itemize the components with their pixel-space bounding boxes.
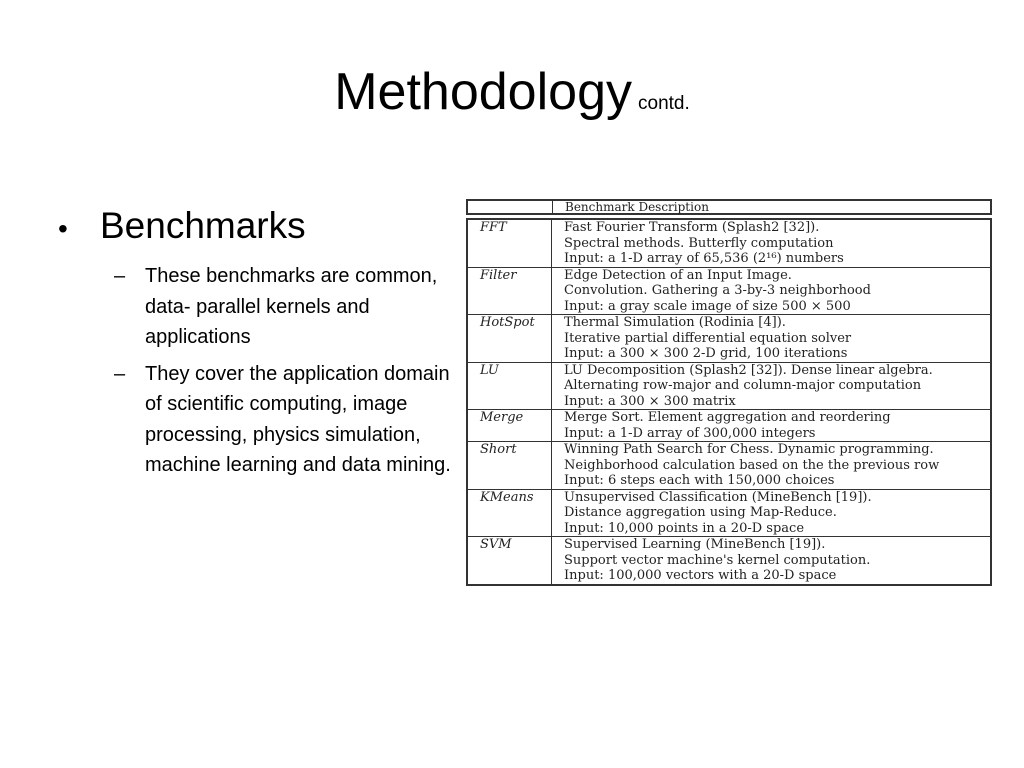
table-body (466, 218, 992, 586)
benchmark-description (552, 537, 870, 584)
bullet-dot-icon: • (58, 213, 68, 244)
description-line: Fast Fourier Transform (Splash2 [32]). (564, 220, 820, 235)
table-row (468, 489, 990, 537)
description-line: Alternating row-major and column-major computation (564, 378, 922, 393)
description-line: LU Decomposition (Splash2 [32]). Dense linear algebra. (564, 362, 933, 378)
table-row (468, 536, 990, 584)
benchmark-name: SVM (468, 537, 552, 584)
benchmark-name: KMeans (468, 490, 552, 537)
dash-icon: – (114, 265, 126, 287)
description-line: Input: a 1-D array of 65,536 (2¹⁶) numbers (564, 251, 844, 266)
slide-title-suffix: contd. (638, 93, 690, 114)
description-line: Neighborhood calculation based on the the previous row (564, 457, 940, 473)
description-line: Unsupervised Classification (MineBench [19]). (564, 489, 872, 505)
benchmark-name: Merge (468, 410, 552, 441)
description-line: Input: 6 steps each with 150,000 choices (564, 473, 835, 488)
table-row (468, 220, 990, 267)
benchmark-description (552, 410, 891, 441)
description-line: Input: a 300 × 300 matrix (564, 393, 736, 409)
table-header-blank (468, 201, 553, 213)
table-header-label: Benchmark Description (565, 200, 709, 214)
dash-icon: – (114, 362, 126, 385)
benchmark-description (552, 363, 933, 410)
description-line: Input: a gray scale image of size 500 × 500 (564, 298, 851, 314)
benchmark-table (466, 199, 992, 586)
sub-bullet-list (58, 261, 458, 481)
sub-bullet (114, 261, 458, 353)
table-row (468, 409, 990, 441)
description-line: Iterative partial differential equation solver (564, 330, 852, 346)
bullet-level1 (58, 205, 458, 247)
table-row (468, 441, 990, 489)
slide-title (0, 62, 1024, 122)
description-line: Support vector machine's kernel computation. (564, 552, 871, 568)
table-row (468, 314, 990, 362)
bullet-heading: Benchmarks (100, 205, 306, 246)
description-line: Thermal Simulation (Rodinia [4]). (564, 315, 786, 330)
description-line: Input: a 1-D array of 300,000 integers (564, 425, 816, 441)
sub-bullet-text: They cover the application domain of scientific computing, image processing, physics simulation, machine learning and data mining. (145, 362, 451, 476)
description-line: Spectral methods. Butterfly computation (564, 235, 834, 251)
benchmark-description (552, 220, 844, 267)
benchmark-description (552, 268, 871, 315)
benchmark-name: Short (468, 442, 552, 489)
description-line: Edge Detection of an Input Image. (564, 267, 792, 283)
description-line: Distance aggregation using Map-Reduce. (564, 505, 837, 520)
description-line: Input: 10,000 points in a 20-D space (564, 520, 805, 536)
benchmark-description (552, 490, 872, 537)
benchmark-description (552, 442, 939, 489)
benchmark-name: HotSpot (468, 315, 552, 362)
bullet-list (58, 205, 458, 487)
table-row (468, 267, 990, 315)
sub-bullet (114, 359, 458, 481)
benchmark-name: LU (468, 363, 552, 410)
description-line: Input: a 300 × 300 2-D grid, 100 iterations (564, 346, 848, 361)
table-header (466, 199, 992, 215)
sub-bullet-text: These benchmarks are common, data- parallel kernels and applications (145, 265, 438, 348)
benchmark-name: FFT (468, 220, 552, 267)
description-line: Winning Path Search for Chess. Dynamic programming. (564, 442, 934, 457)
table-row (468, 362, 990, 410)
description-line: Input: 100,000 vectors with a 20-D space (564, 568, 837, 583)
description-line: Supervised Learning (MineBench [19]). (564, 537, 826, 552)
description-line: Merge Sort. Element aggregation and reordering (564, 410, 891, 425)
benchmark-description (552, 315, 851, 362)
slide-title-main: Methodology (334, 63, 632, 121)
benchmark-name: Filter (468, 268, 552, 315)
description-line: Convolution. Gathering a 3-by-3 neighborhood (564, 283, 871, 298)
